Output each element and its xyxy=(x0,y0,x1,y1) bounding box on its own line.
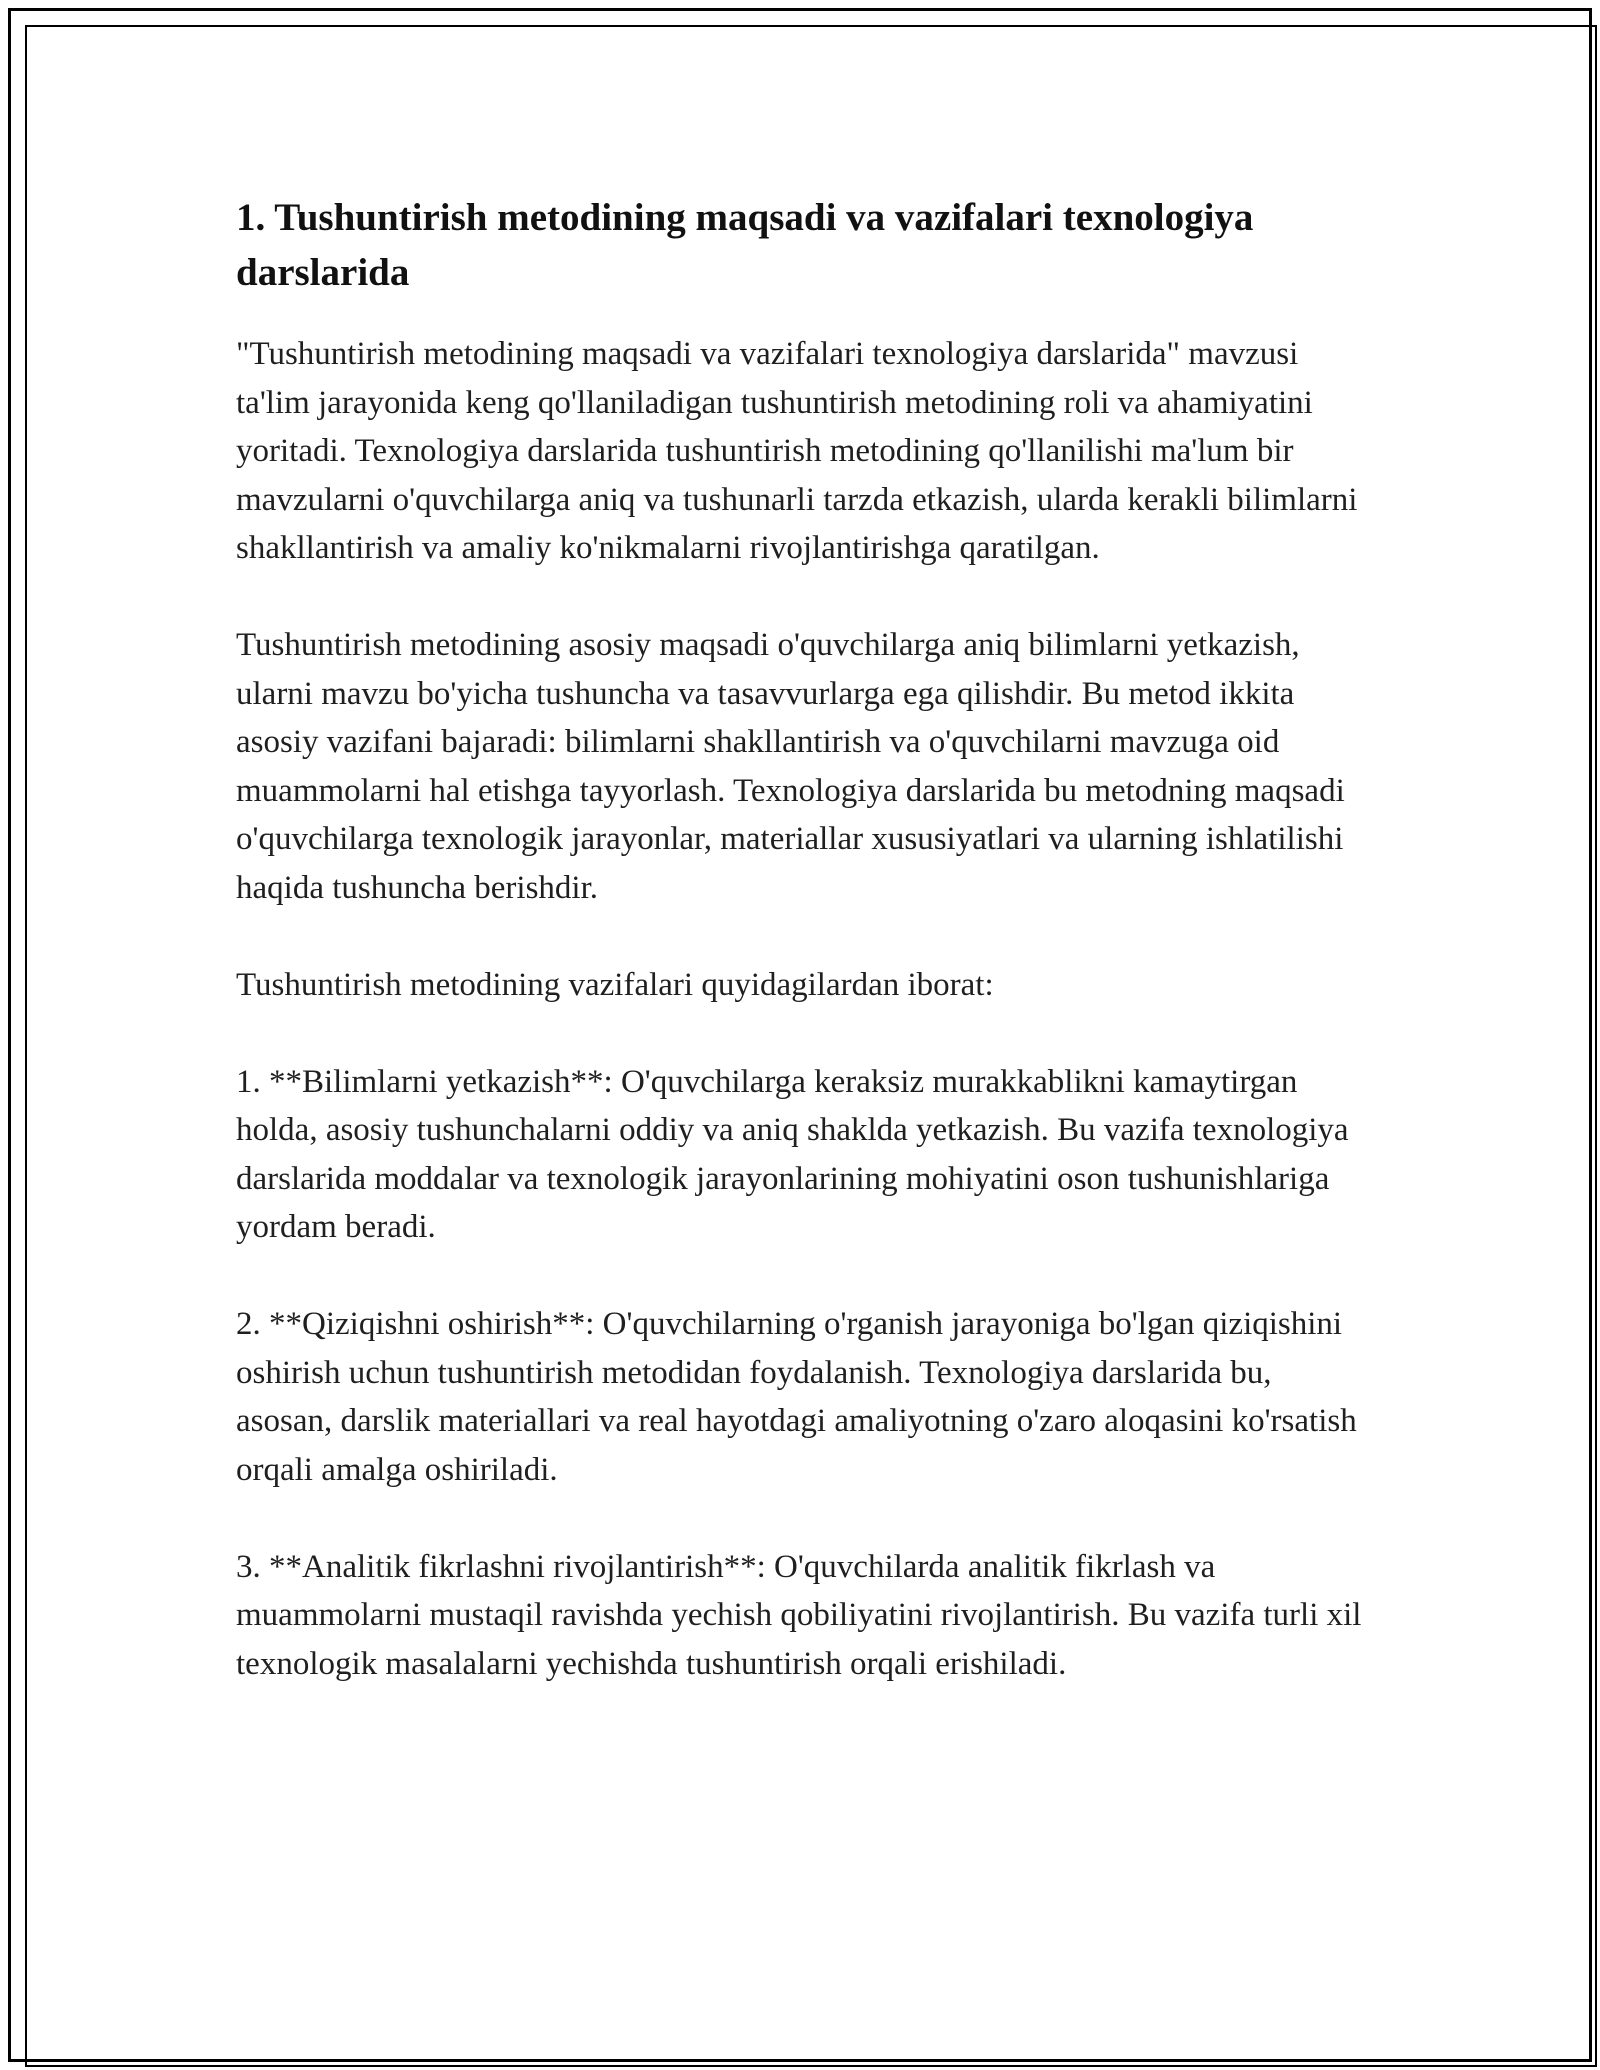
goal-paragraph: Tushuntirish metodining asosiy maqsadi o'quvchilarga aniq bilimlarni yetkazish, ularni mavzu bo'yicha tushuncha va tasavvurlarga ega qilishdir. Bu metod ikkita asosiy vazifani bajaradi: bilimlarni shakllantirish va o'quvchilarni mavzuga oid muammolarni hal etishga tayyorlash. Texnologiya darslarida bu metodning maqsadi o'quvchilarga texnologik jarayonlar, materiallar xususiyatlari va ularning ishlatilishi haqida tushuncha berishdir. xyxy=(236,627,1345,906)
document-content xyxy=(236,190,1366,1737)
task-item-2: 2. **Qiziqishni oshirish**: O'quvchilarning o'rganish jarayoniga bo'lgan qiziqishini oshirish uchun tushuntirish metodidan foydalanish. Texnologiya darslarida bu, asosan, darslik materiallari va real hayotdagi amaliyotning o'zaro aloqasini ko'rsatish orqali amalga oshiriladi. xyxy=(236,1306,1357,1488)
tasks-intro-paragraph: Tushuntirish metodining vazifalari quyidagilardan iborat: xyxy=(236,966,994,1003)
task-item-1: 1. **Bilimlarni yetkazish**: O'quvchilarga keraksiz murakkablikni kamaytirgan holda, asosiy tushunchalarni oddiy va aniq shaklda yetkazish. Bu vazifa texnologiya darslarida moddalar va texnologik jarayonlarining mohiyatini oson tushunishlariga yordam beradi. xyxy=(236,1063,1349,1245)
section-heading: 1. Tushuntirish metodining maqsadi va vazifalari texnologiya darslarida xyxy=(236,196,1254,294)
task-item-3: 3. **Analitik fikrlashni rivojlantirish**: O'quvchilarda analitik fikrlash va muammolarni mustaqil ravishda yechish qobiliyatini rivojlantirish. Bu vazifa turli xil texnologik masalalarni yechishda tushuntirish orqali erishiladi. xyxy=(236,1548,1362,1682)
intro-paragraph: "Tushuntirish metodining maqsadi va vazifalari texnologiya darslarida" mavzusi ta'lim jarayonida keng qo'llaniladigan tushuntirish metodining roli va ahamiyatini yoritadi. Texnologiya darslarida tushuntirish metodining qo'llanilishi ma'lum bir mavzularni o'quvchilarga aniq va tushunarli tarzda etkazish, ularda kerakli bilimlarni shakllantirish va amaliy ko'nikmalarni rivojlantirishga qaratilgan. xyxy=(236,336,1358,566)
